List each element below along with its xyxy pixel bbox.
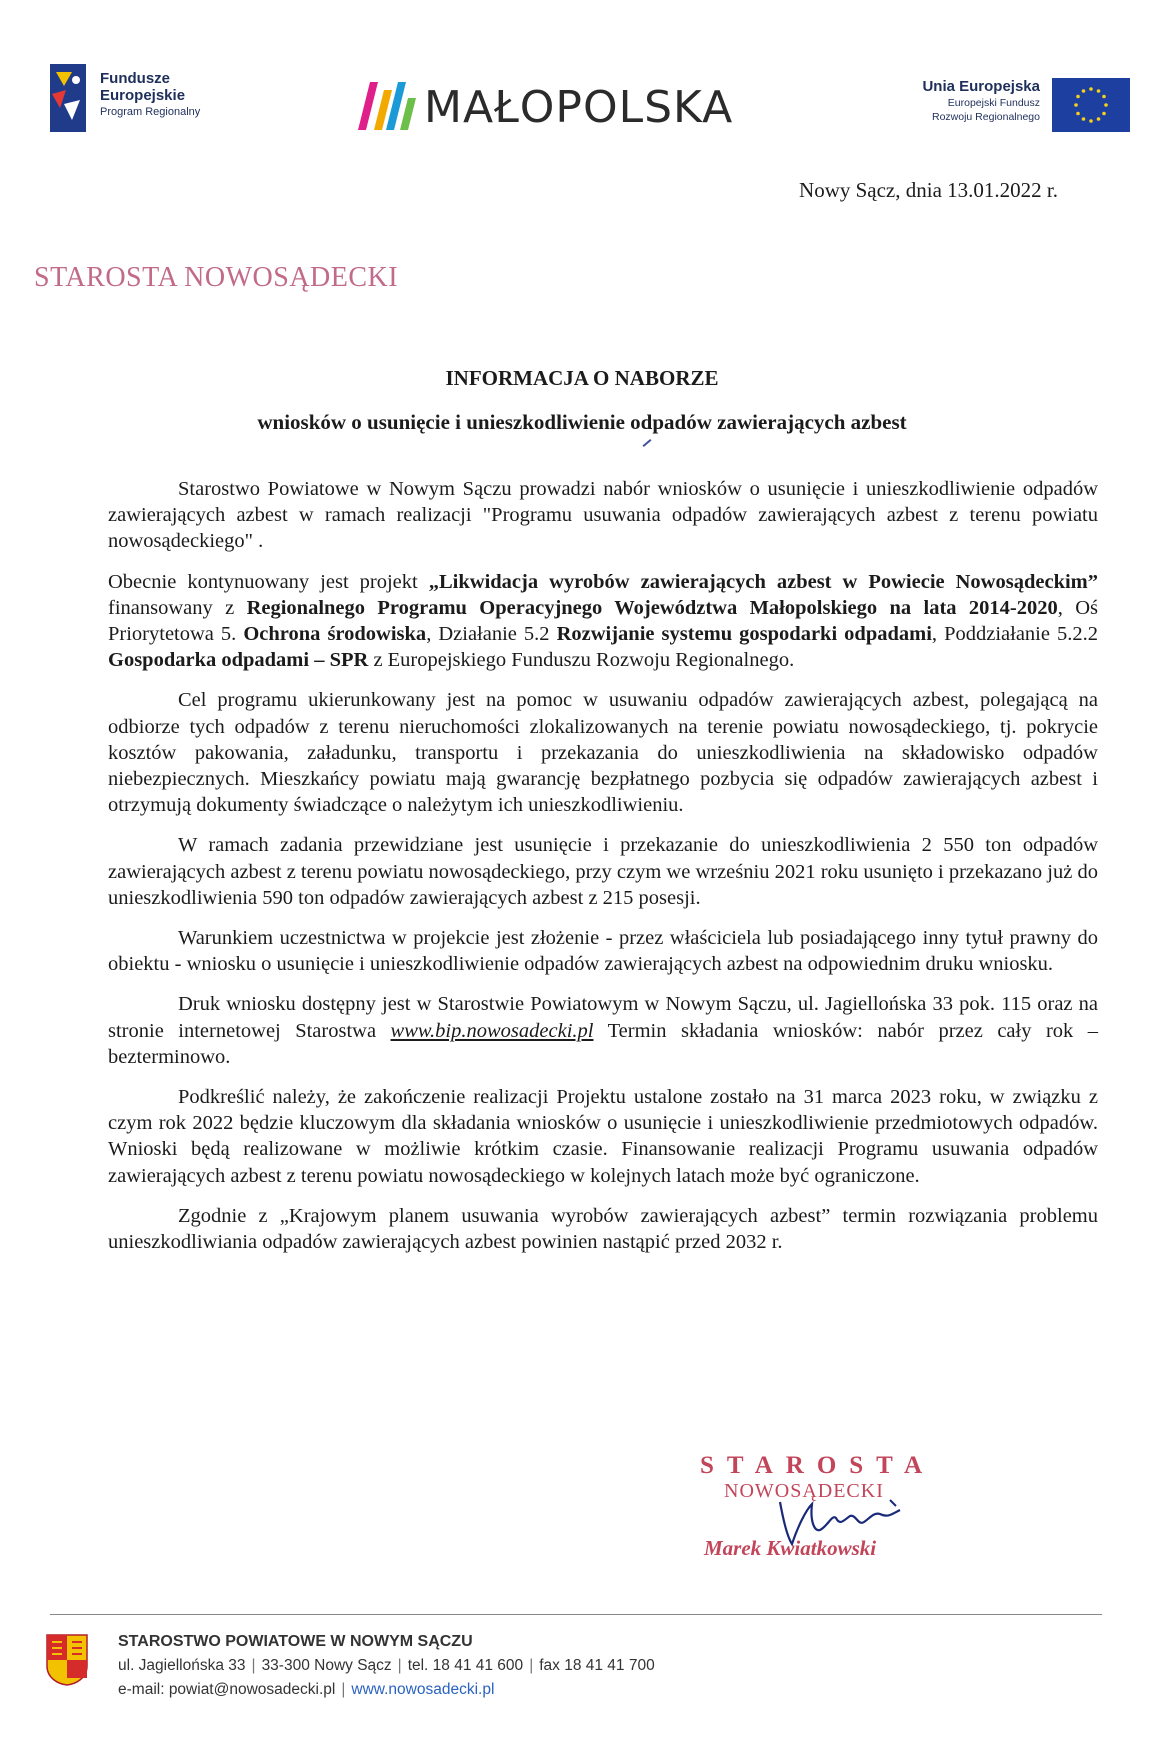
pen-mark xyxy=(643,439,652,447)
footer-contact xyxy=(118,1630,655,1702)
eu-logo xyxy=(860,76,1130,140)
document-body xyxy=(108,476,1098,1269)
action-name: Rozwijanie systemu gospodarki odpadami xyxy=(556,623,932,646)
funds-line1: Fundusze xyxy=(100,70,170,87)
subaction-name: Gospodarka odpadami – SPR xyxy=(108,649,369,672)
signature-subtitle: NOWOSĄDECKI xyxy=(724,1480,884,1502)
p2-text-3: , Oś Priorytetowa 5. xyxy=(108,596,1098,646)
footer-website-link[interactable]: www.nowosadecki.pl xyxy=(351,1681,495,1698)
priority-axis-name: Ochrona środowiska xyxy=(243,623,427,646)
p2-text-5: , Poddziałanie 5.2.2 xyxy=(931,623,1098,646)
paragraph-6 xyxy=(108,991,1098,1070)
document-title: INFORMACJA O NABORZE xyxy=(445,366,719,390)
eu-flag-icon xyxy=(1052,78,1130,132)
p2-text-1: Obecnie kontynuowany jest projekt xyxy=(108,570,429,593)
paragraph-4: W ramach zadania przewidziane jest usunięcie i przekazanie do unieszkodliwienia 2 550 ton odpadów zawierających azbest z terenu powiatu nowosądeckiego, przy czym we wrześniu 2021 roku usunięto i przekazano już do unieszkodliwienia 590 ton odpadów zawierających azbest z 215 posesji. xyxy=(108,834,1098,909)
footer-address-line: ul. Jagiellońska 33 | 33-300 Nowy Sącz | tel. 18 41 41 600 | fax 18 41 41 700 xyxy=(118,1657,655,1674)
project-name: „Likwidacja wyrobów zawierających azbest w Powiecie Nowosądeckim” xyxy=(428,570,1098,593)
footer-city: 33-300 Nowy Sącz xyxy=(261,1657,392,1674)
paragraph-8: Zgodnie z „Krajowym planem usuwania wyrobów zawierających azbest” termin rozwiązania problemu unieszkodliwiania odpadów zawierających azbest powinien nastąpić przed 2032 r. xyxy=(108,1204,1098,1254)
paragraph-7: Podkreślić należy, że zakończenie realizacji Projektu ustalone zostało na 31 marca 2023 roku, w związku z czym rok 2022 będzie kluczowym dla składania wniosków o usunięcie i unieszkodliwienie przedmiotowych odpadów. Wnioski będą realizowane w możliwie krótkim czasie. Finansowanie realizacji Programu usuwania odpadów zawierających azbest z terenu powiatu nowosądeckiego w kolejnych latach może być ograniczone. xyxy=(108,1086,1098,1187)
funds-line2: Europejskie xyxy=(100,87,186,104)
bip-link[interactable]: www.bip.nowosadecki.pl xyxy=(390,1019,594,1042)
paragraph-3: Cel programu ukierunkowany jest na pomoc w usuwaniu odpadów zawierających azbest, polegającą na odbiorze tych odpadów z terenu nieruchomości zlokalizowanych na terenie powiatu nowosądeckiego, tj. pokrycie kosztów pakowania, załadunku, transportu i przekazania do unieszkodliwienia na składowisko odpadów niebezpiecznych. Mieszkańcy powiatu mają gwarancję bezpłatnego pozbycia się odpadów zawierających azbest i otrzymują dokumenty świadczące o należytym ich unieszkodliwieniu. xyxy=(108,689,1098,817)
footer-contact-line: e-mail: powiat@nowosadecki.pl | www.nowosadecki.pl xyxy=(118,1681,495,1698)
p6-text-1: Druk wniosku dostępny jest w Starostwie Powiatowym w Nowym Sączu, ul. Jagiellońska 33 pok. 115 oraz na stronie internetowej Starostwa xyxy=(108,993,1098,1042)
paragraph-1: Starostwo Powiatowe w Nowym Sączu prowadzi nabór wniosków o usunięcie i unieszkodliwienie odpadów zawierających azbest w ramach realizacji "Programu usuwania odpadów zawierających azbest z terenu powiatu nowosądeckiego" . xyxy=(108,478,1098,553)
fundusze-europejskie-logo xyxy=(50,64,250,134)
footer-email[interactable]: e-mail: powiat@nowosadecki.pl xyxy=(118,1681,336,1698)
fundusze-europejskie-icon xyxy=(50,64,86,132)
p6-text-2: Termin składania wniosków: nabór przez cały rok – bezterminowo. xyxy=(108,1019,1098,1068)
document-subtitle: wniosków o usunięcie i unieszkodliwienie odpadów zawierających azbest xyxy=(257,410,907,434)
county-crest-icon xyxy=(46,1634,88,1686)
signature-title: STAROSTA xyxy=(700,1452,936,1479)
footer-divider xyxy=(50,1614,1102,1615)
footer-phone: tel. 18 41 41 600 xyxy=(407,1657,524,1674)
footer-fax: fax 18 41 41 700 xyxy=(539,1657,655,1674)
program-name: Regionalnego Programu Operacyjnego Województwa Małopolskiego na lata 2014-2020 xyxy=(246,596,1058,619)
signatory-name: Marek Kwiatkowski xyxy=(704,1536,877,1560)
p2-text-4: , Działanie 5.2 xyxy=(426,623,557,646)
issuer-stamp: STAROSTA NOWOSĄDECKI xyxy=(34,262,399,293)
signature-stamp xyxy=(700,1452,960,1562)
footer-street: ul. Jagiellońska 33 xyxy=(118,1657,246,1674)
malopolska-wordmark: MAŁOPOLSKA xyxy=(424,82,734,133)
funds-line3: Program Regionalny xyxy=(100,106,201,118)
footer-org: STAROSTWO POWIATOWE W NOWYM SĄCZU xyxy=(118,1633,473,1650)
malopolska-logo xyxy=(356,76,756,136)
paragraph-5: Warunkiem uczestnictwa w projekcie jest złożenie - przez właściciela lub posiadającego inny tytuł prawny do obiektu - wniosku o usunięcie i unieszkodliwienie odpadów zawierających azbest na odpowiednim druku wniosku. xyxy=(108,927,1098,976)
paragraph-2 xyxy=(108,569,1098,674)
p2-text-2: finansowany z xyxy=(108,596,247,619)
eu-line2: Europejski Fundusz xyxy=(947,97,1040,109)
eu-line3: Rozwoju Regionalnego xyxy=(932,111,1040,123)
document-date: Nowy Sącz, dnia 13.01.2022 r. xyxy=(799,178,1058,202)
eu-line1: Unia Europejska xyxy=(922,78,1040,95)
malopolska-mark-icon xyxy=(356,76,418,132)
p2-text-6: z Europejskiego Funduszu Rozwoju Regionalnego. xyxy=(368,649,795,672)
